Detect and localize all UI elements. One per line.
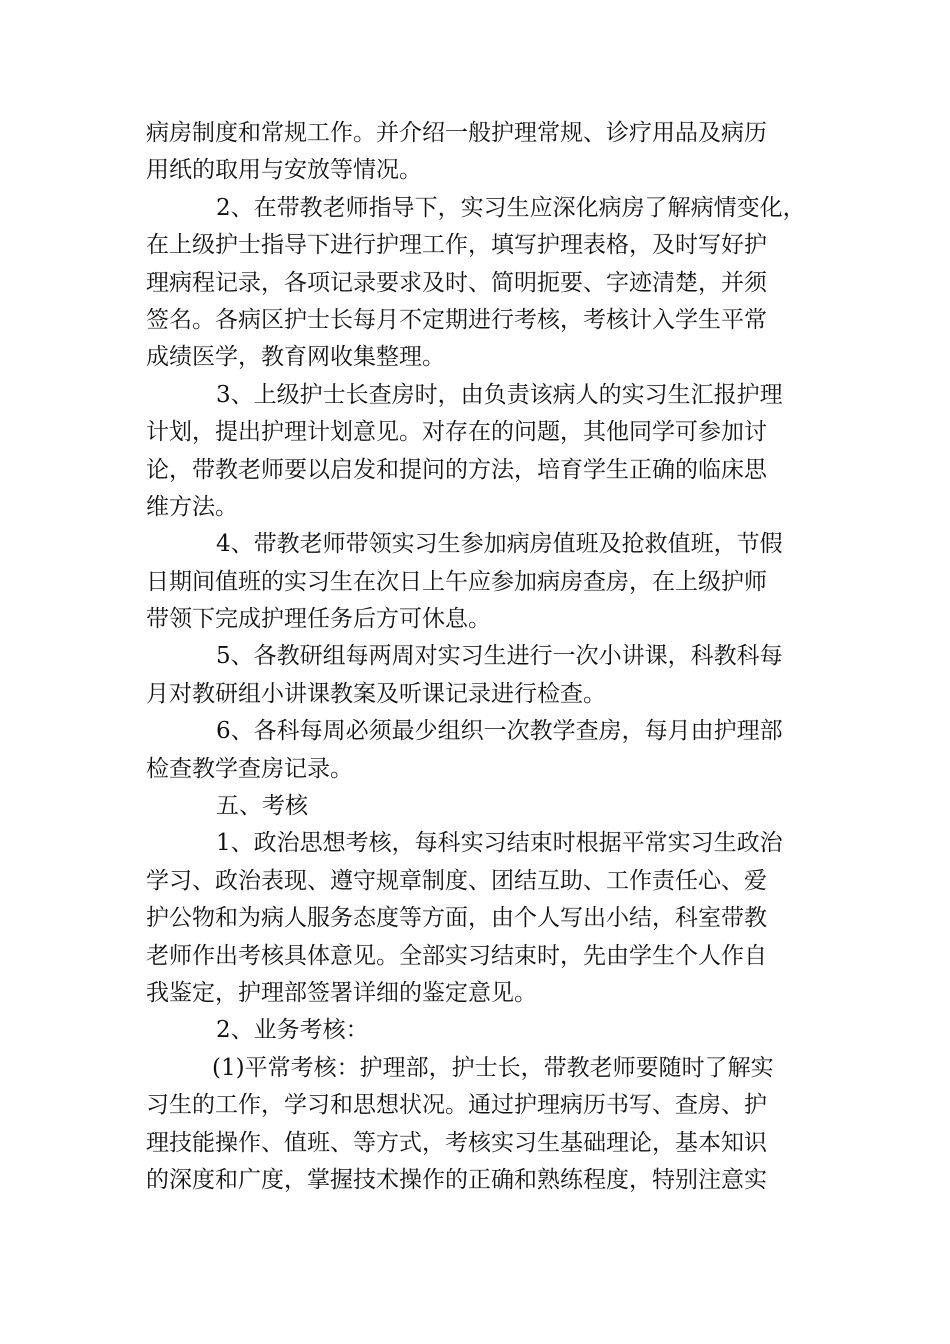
paragraph-start-line: 2、在带教老师指导下，实习生应深化病房了解病情变化， [216,194,806,221]
text-line: 理技能操作、值班、等方式，考核实习生基础理论，基本知识 [146,1129,767,1156]
text-line: 论，带教老师要以启发和提问的方法，培育学生正确的临床思 [146,456,767,483]
paragraph-start-line: 1、政治思想考核，每科实习结束时根据平常实习生政治 [216,830,783,857]
text-line: 日期间值班的实习生在次日上午应参加病房查房，在上级护师 [146,568,767,595]
paragraph-start-line: 5、各教研组每两周对实习生进行一次小讲课，科教科每 [216,643,783,670]
text-line: 在上级护士指导下进行护理工作，填写护理表格，及时写好护 [146,232,767,259]
text-line: 计划，提出护理计划意见。对存在的问题，其他同学可参加讨 [146,419,767,446]
text-line: 用纸的取用与安放等情况。 [146,157,422,184]
paragraph-start-line: (1)平常考核：护理部，护士长，带教老师要随时了解实 [212,1054,774,1081]
text-line: 成绩医学，教育网收集整理。 [146,344,445,371]
text-line: 老师作出考核具体意见。全部实习结束时，先由学生个人作自 [146,942,767,969]
text-line: 病房制度和常规工作。并介绍一般护理常规、诊疗用品及病历 [146,120,767,146]
text-line: 理病程记录，各项记录要求及时、简明扼要、字迹清楚，并须 [146,269,767,296]
text-line: 检查教学查房记录。 [146,755,353,782]
text-line: 月对教研组小讲课教案及听课记录进行检查。 [146,680,606,707]
subsection-heading: 2、业务考核： [216,1017,369,1044]
text-line: 维方法。 [146,493,238,520]
paragraph-start-line: 3、上级护士长查房时，由负责该病人的实习生汇报护理 [216,381,783,408]
text-line: 带领下完成护理任务后方可休息。 [146,606,491,633]
text-line: 护公物和为病人服务态度等方面，由个人写出小结，科室带教 [146,905,767,932]
text-line: 我鉴定，护理部签署详细的鉴定意见。 [146,979,537,1006]
paragraph-start-line: 4、带教老师带领实习生参加病房值班及抢救值班，节假 [216,531,783,558]
text-line: 习生的工作，学习和思想状况。通过护理病历书写、查房、护 [146,1092,767,1119]
text-line: 签名。各病区护士长每月不定期进行考核，考核计入学生平常 [146,306,767,333]
document-body [146,115,806,1199]
text-line: 学习、政治表现、遵守规章制度、团结互助、工作责任心、爱 [146,867,767,894]
text-line: 的深度和广度，掌握技术操作的正确和熟练程度，特别注意实 [146,1166,767,1193]
paragraph-start-line: 6、各科每周必须最少组织一次教学查房，每月由护理部 [216,718,783,745]
section-heading: 五、考核 [216,793,308,820]
